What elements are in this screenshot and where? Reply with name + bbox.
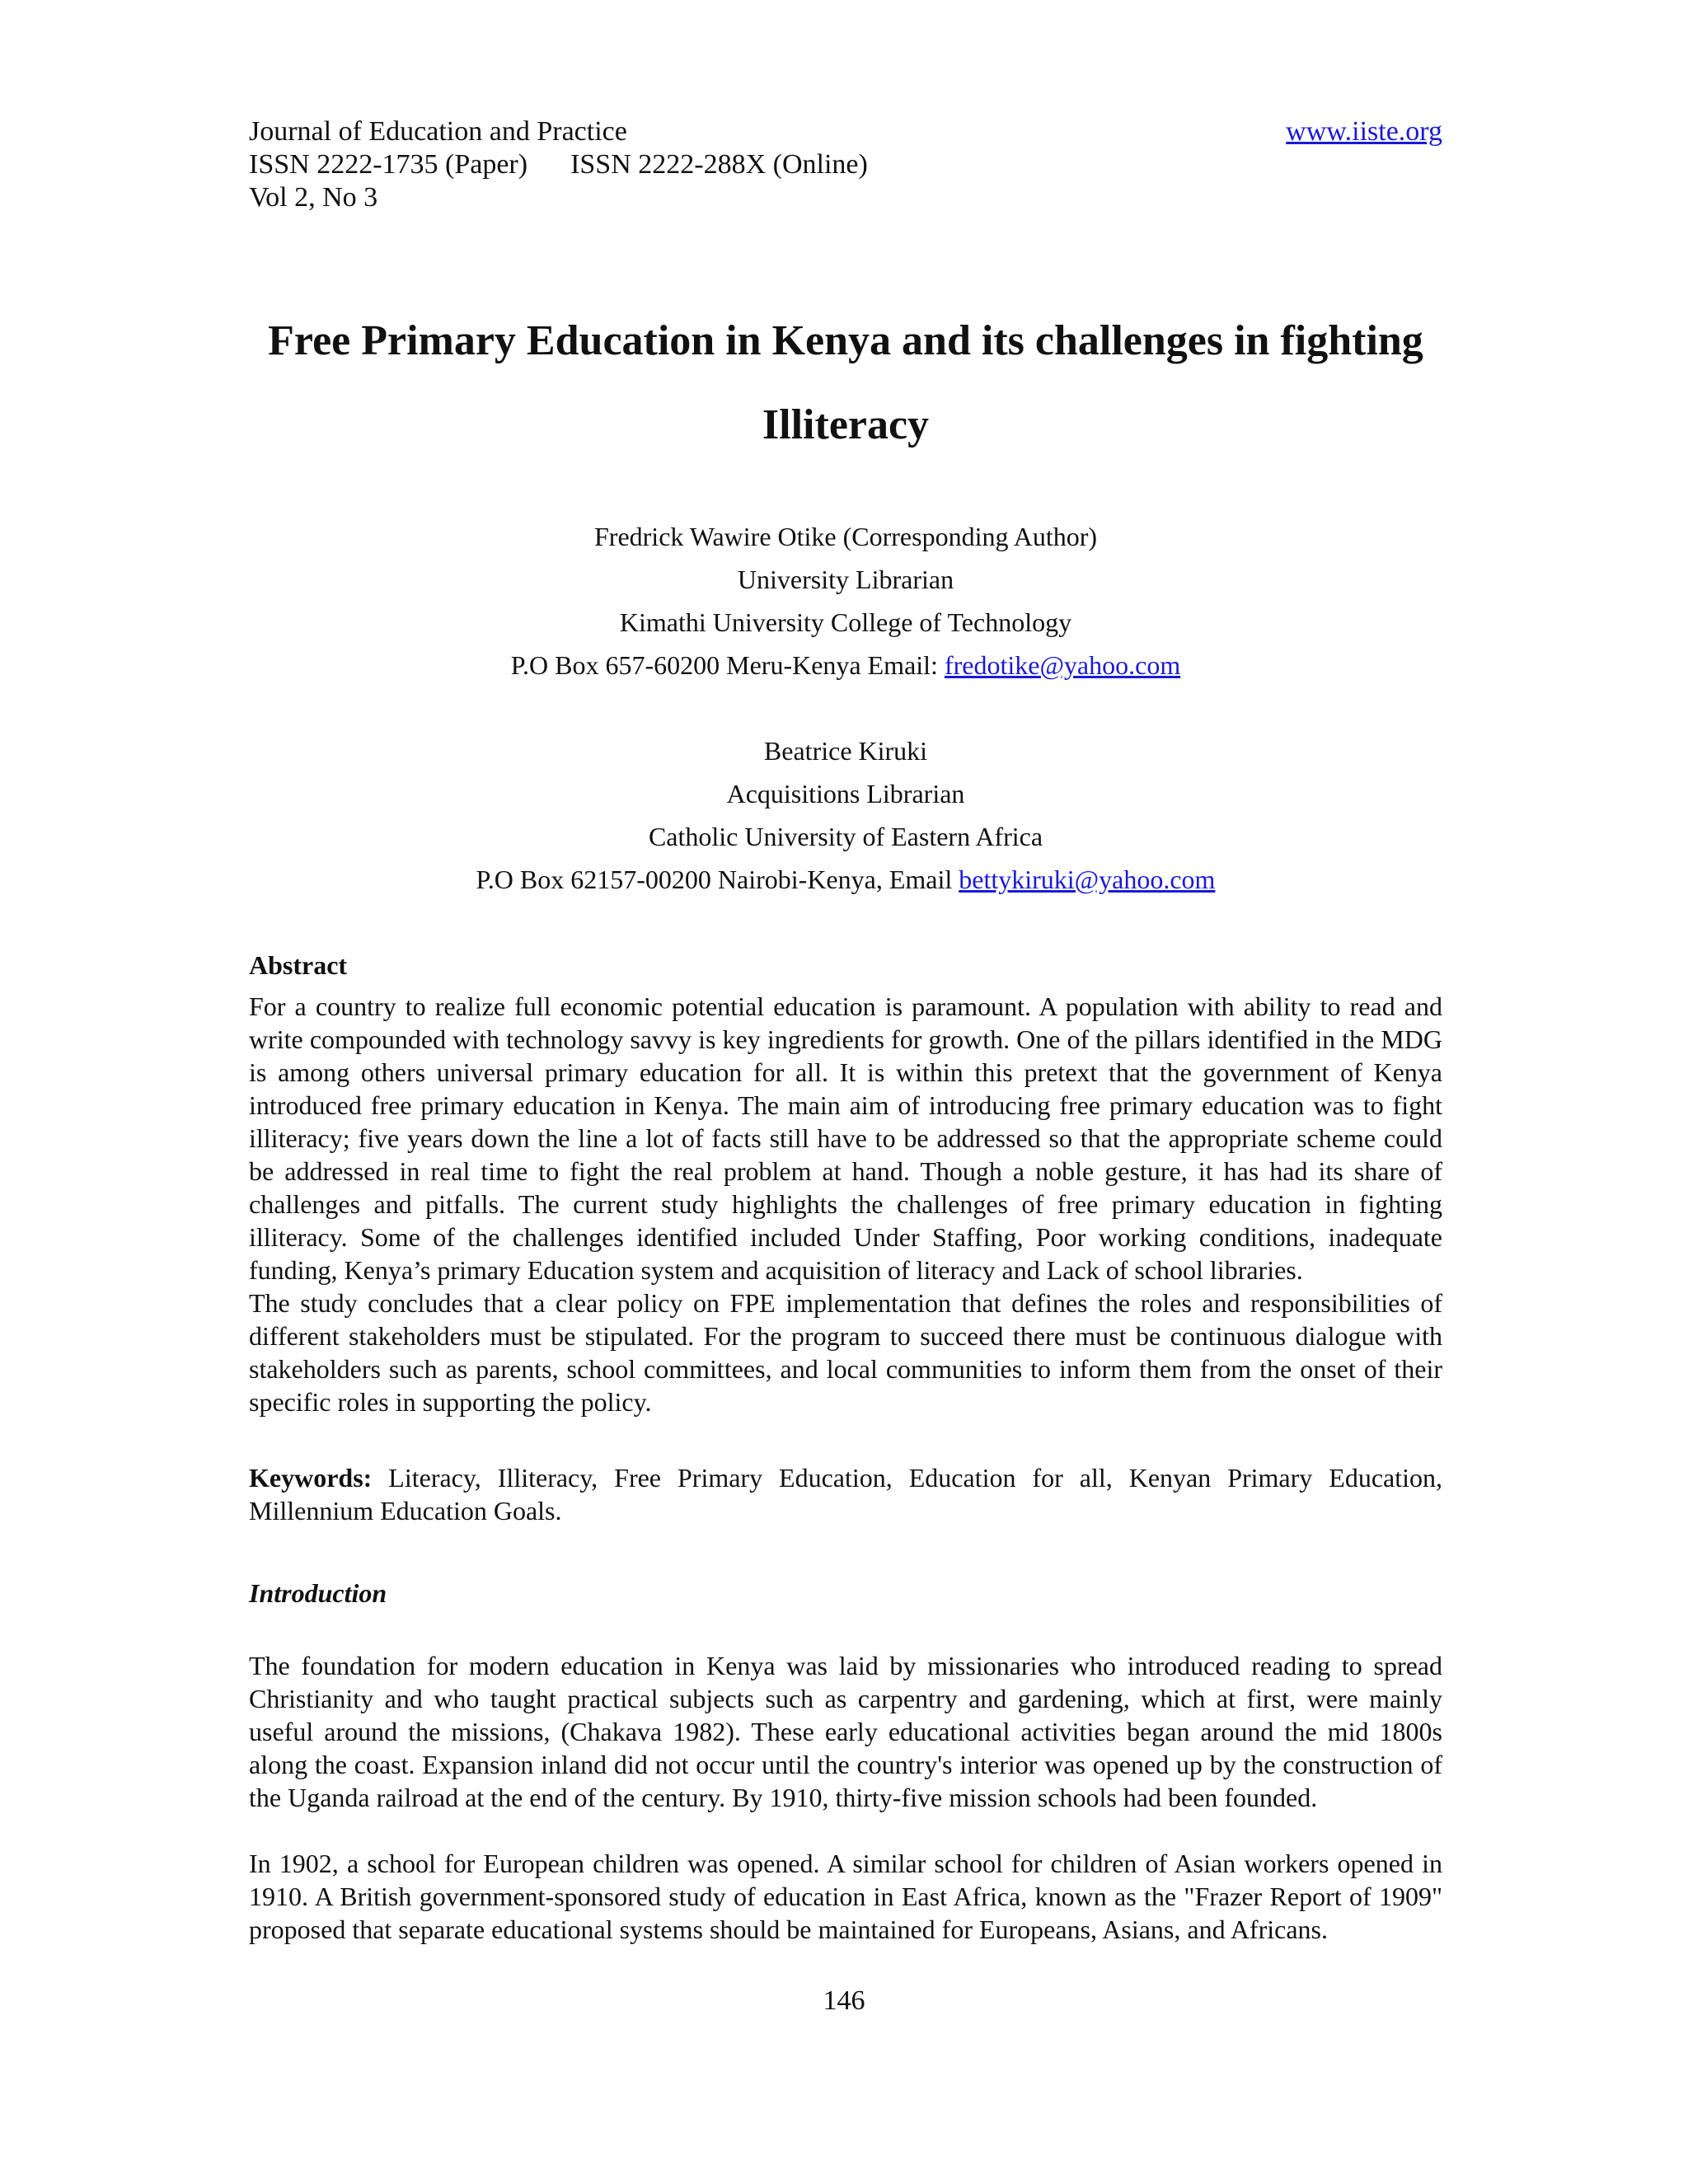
author-address [249,858,1442,901]
introduction-paragraph-1: The foundation for modern education in Kenya was laid by missionaries who introduced reading to spread Christianity and who taught practical subjects such as carpentry and gardening, which at first, were mainly useful around the missions, (Chakava 1982). These early educational activities began around the mid 1800s along the coast. Expansion inland did not occur until the country's interior was opened up by the construction of the Uganda railroad at the end of the century. By 1910, thirty-five mission schools had been founded. [249,1651,1442,1812]
author-name: Fredrick Wawire Otike (Corresponding Author) [593,522,1098,551]
author-institution: Catholic University of Eastern Africa [648,822,1043,851]
author-email-link[interactable]: fredotike@yahoo.com [944,650,1181,680]
introduction-paragraph-2: In 1902, a school for European children was opened. A similar school for children of Asian workers opened in 1910. A British government-sponsored study of education in East Africa, known as the "Frazer Report of 1909" proposed that separate educational systems should be maintained for Europeans, Asians, and Africans. [249,1849,1442,1944]
author-address-text: P.O Box 62157-00200 Nairobi-Kenya, Email [476,865,959,894]
author-block-2 [249,729,1442,901]
abstract-paragraph-1: For a country to realize full economic potential education is paramount. A population with ability to read and write compounded with technology savvy is key ingredients for growth. One of the pillars identified in the MDG is among others universal primary education for all. It is within this pretext that the government of Kenya introduced free primary education in Kenya. The main aim of introducing free primary education was to fight illiteracy; five years down the line a lot of facts still have to be addressed so that the appropriate scheme could be addressed in real time to fight the real problem at hand. Though a noble gesture, it has had its share of challenges and pitfalls. The current study highlights the challenges of free primary education in fighting illiteracy. Some of the challenges identified included Under Staffing, Poor working conditions, inadequate funding, Kenya’s primary Education system and acquisition of literacy and Lack of school libraries. [249,991,1442,1285]
author-email-link[interactable]: bettykiruki@yahoo.com [959,865,1216,894]
title-line-2: Illiteracy [762,401,930,448]
keywords-label: Keywords: [249,1463,373,1493]
introduction-heading: Introduction [249,1578,387,1608]
title-line-1: Free Primary Education in Kenya and its challenges in fighting [268,317,1423,364]
abstract-paragraph-2: The study concludes that a clear policy on FPE implementation that defines the roles and responsibilities of different stakeholders must be stipulated. For the program to succeed there must be continuous dialogue with stakeholders such as parents, school committees, and local communities to inform them from the onset of their specific roles in supporting the policy. [249,1288,1442,1417]
author-institution: Kimathi University College of Technology [619,607,1072,637]
issn-paper: ISSN 2222-1735 (Paper) [249,149,528,180]
paper-page [249,115,1442,1946]
issn-online: ISSN 2222-288X (Online) [570,149,868,180]
issn-line [249,148,1442,181]
volume-info: Vol 2, No 3 [249,182,378,213]
author-name: Beatrice Kiruki [763,736,928,766]
author-address [249,644,1442,687]
author-role: University Librarian [737,565,954,594]
author-address-text: P.O Box 657-60200 Meru-Kenya Email: [510,650,945,680]
running-header [249,115,1442,148]
page-number: 146 [823,1985,865,2016]
abstract-heading: Abstract [249,950,348,980]
keywords [249,1461,1442,1527]
author-block-1 [249,515,1442,687]
paper-title [249,299,1442,467]
keywords-text: Literacy, Illiteracy, Free Primary Education, Education for all, Kenyan Primary Education, Millennium Education Goals. [249,1463,1442,1526]
journal-website-link[interactable]: www.iiste.org [1286,116,1442,147]
author-role: Acquisitions Librarian [726,779,965,808]
journal-name: Journal of Education and Practice [249,116,627,147]
